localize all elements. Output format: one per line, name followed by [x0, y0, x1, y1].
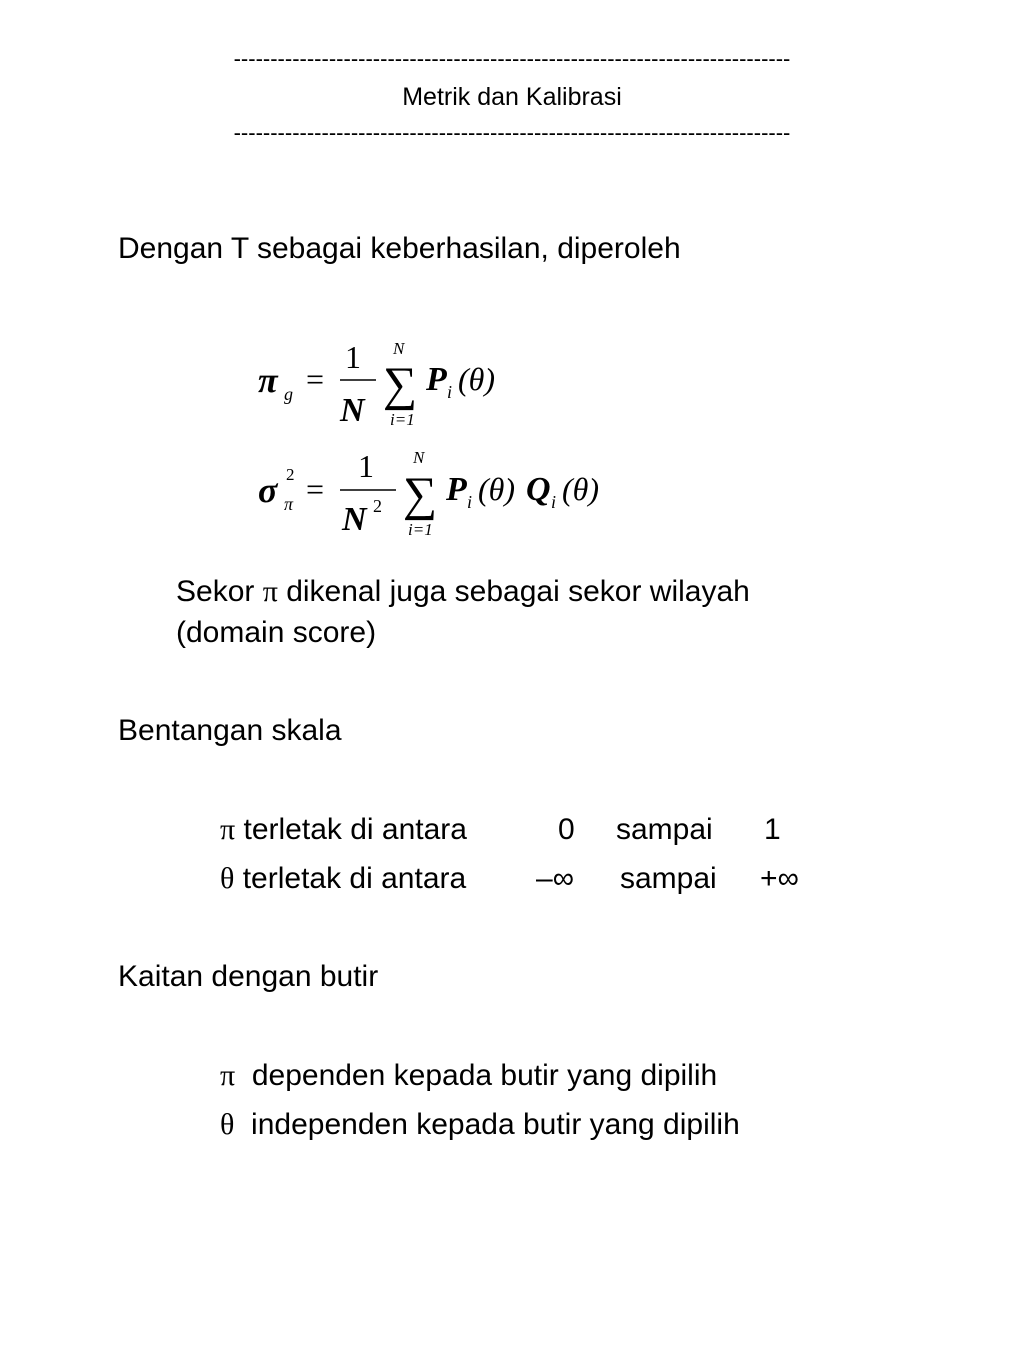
range-row-theta — [220, 862, 466, 896]
f1-lhs: π — [258, 360, 278, 400]
formula-block — [240, 330, 660, 545]
f1-equals: = — [306, 361, 325, 397]
f2-sum-upper: N — [413, 448, 425, 467]
range-row-pi-from: 0 — [558, 813, 575, 846]
item-row-theta — [220, 1108, 740, 1142]
f2-term2: Q — [526, 471, 551, 508]
f1-term: P — [426, 361, 447, 398]
section-heading-range: Bentangan skala — [118, 714, 342, 747]
f2-lhs-sub: π — [284, 494, 294, 514]
note-prefix: Sekor — [176, 575, 263, 608]
f2-lhs: σ — [258, 470, 278, 510]
formula-pi-g — [258, 339, 495, 429]
range-row-text: terletak di antara — [242, 862, 467, 895]
page-title: Metrik dan Kalibrasi — [402, 83, 622, 111]
header-rule-bottom: ---------------------------------------------------------------------------- — [233, 120, 791, 145]
pi-symbol: π — [220, 1059, 236, 1092]
f2-term2-sub: i — [551, 492, 557, 512]
f1-denominator: N — [340, 392, 365, 429]
pi-symbol: π — [262, 575, 278, 608]
intro-text: Dengan T sebagai keberhasilan, diperoleh — [118, 232, 681, 265]
f1-numerator: 1 — [345, 339, 361, 375]
pi-symbol: π — [220, 813, 236, 846]
range-row-pi-to: 1 — [764, 813, 781, 846]
f2-denominator-sup: 2 — [373, 496, 382, 516]
f2-term1-sub: i — [467, 492, 473, 512]
f2-lhs-sup: 2 — [286, 465, 295, 484]
f1-sum-upper: N — [393, 339, 405, 358]
f2-term1-arg: (θ) — [478, 471, 516, 507]
formula-sigma-pi — [258, 448, 599, 539]
f1-term-sub: i — [447, 382, 453, 402]
f2-term2-arg: (θ) — [562, 471, 600, 507]
header-rule-top: ---------------------------------------------------------------------------- — [233, 46, 791, 71]
item-row-text: independen kepada butir yang dipilih — [251, 1108, 740, 1141]
theta-symbol: θ — [220, 1108, 235, 1141]
note-line-1 — [176, 575, 750, 609]
range-row-theta-from: –∞ — [536, 862, 575, 895]
f1-lhs-sub: g — [284, 384, 293, 404]
item-row-pi — [220, 1059, 717, 1093]
f2-term1: P — [446, 471, 467, 508]
f2-denominator: N — [342, 501, 367, 538]
section-heading-item: Kaitan dengan butir — [118, 960, 379, 993]
theta-symbol: θ — [220, 862, 235, 895]
item-row-text: dependen kepada butir yang dipilih — [251, 1059, 718, 1092]
f1-term-arg: (θ) — [458, 361, 496, 397]
note-suffix: dikenal juga sebagai sekor wilayah — [277, 575, 750, 608]
f2-sum-lower: i=1 — [408, 520, 433, 539]
note-line-2: (domain score) — [176, 616, 377, 649]
f2-equals: = — [306, 471, 325, 507]
range-row-pi-mid: sampai — [616, 813, 713, 846]
f2-sum-sign: ∑ — [403, 468, 438, 521]
f2-numerator: 1 — [358, 448, 374, 484]
range-row-theta-mid: sampai — [620, 862, 717, 895]
range-row-text: terletak di antara — [243, 813, 467, 846]
f1-sum-lower: i=1 — [390, 410, 415, 429]
range-row-pi — [220, 813, 467, 847]
f1-sum-sign: ∑ — [383, 358, 418, 411]
range-row-theta-to: +∞ — [760, 862, 799, 895]
